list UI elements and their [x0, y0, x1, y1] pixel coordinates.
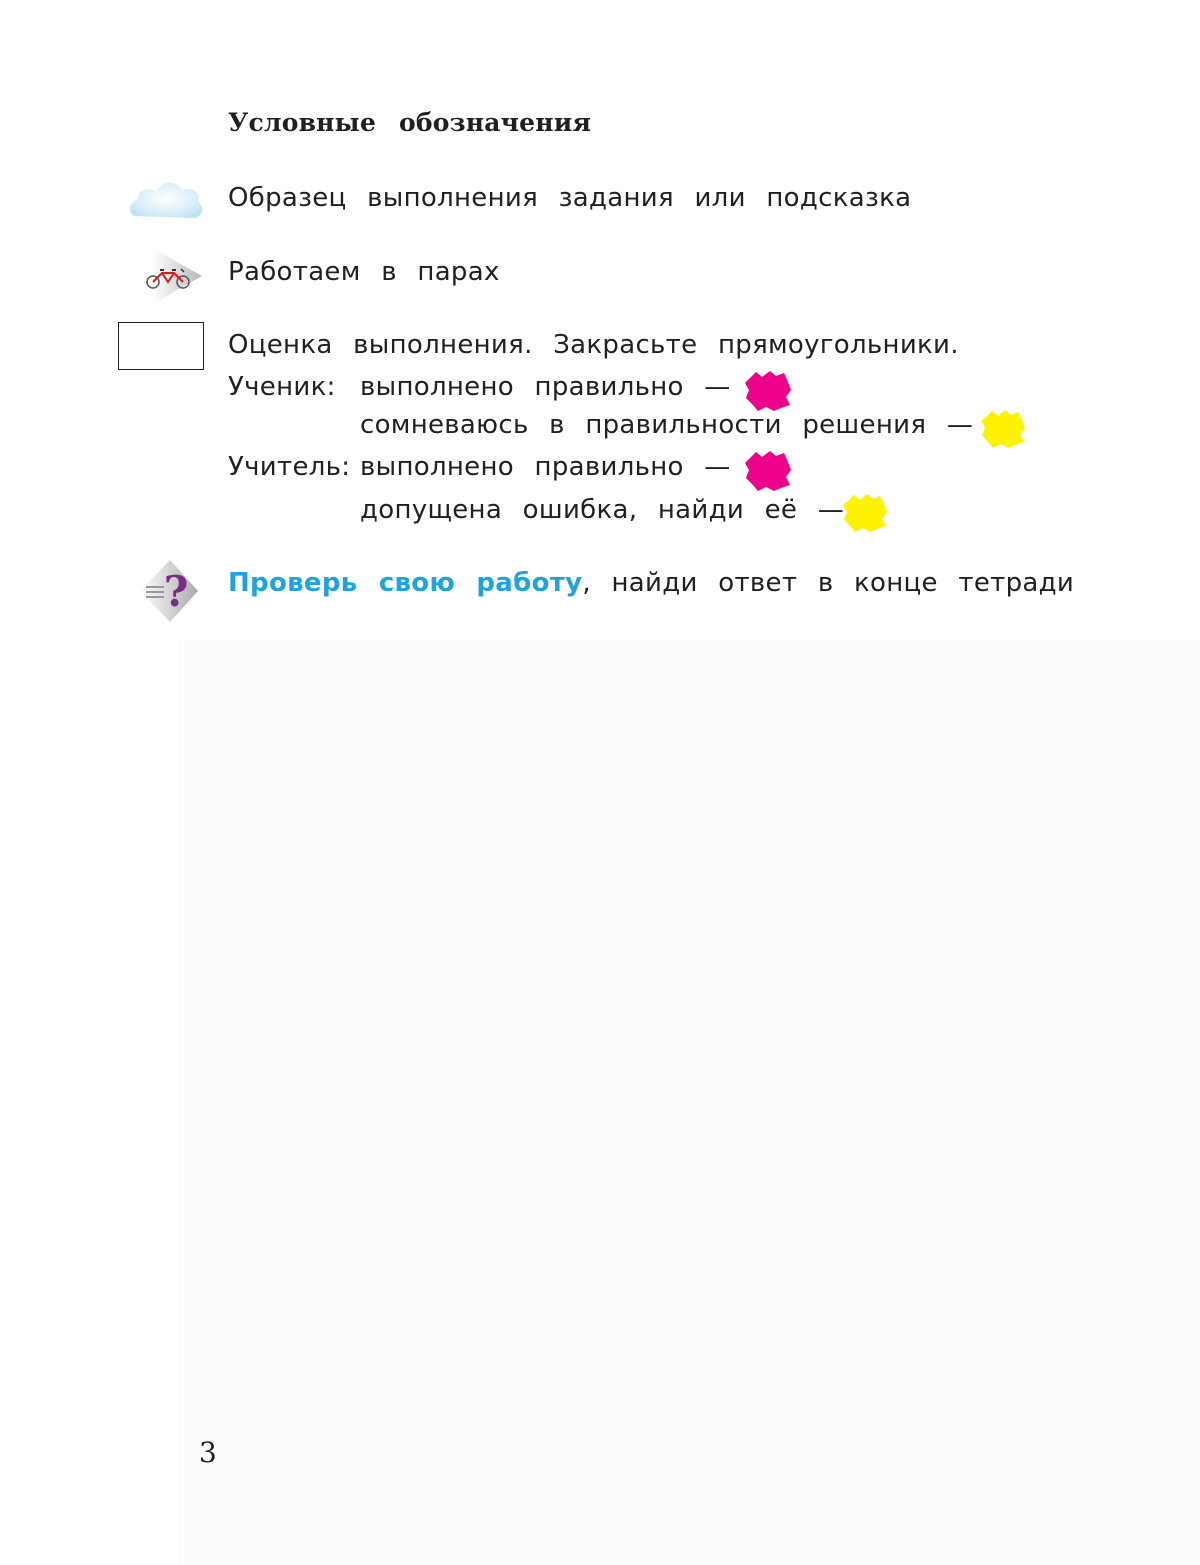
check-work-rest: , найди ответ в конце тетради: [582, 568, 1075, 598]
hint-label: Образец выполнения задания или подсказка: [228, 183, 912, 213]
student-correct-text: выполнено правильно —: [360, 372, 731, 402]
yellow-blot-icon: [980, 409, 1026, 449]
page-number: 3: [199, 1436, 217, 1469]
teacher-correct-text: выполнено правильно —: [360, 452, 731, 482]
question-mark-icon: [140, 560, 198, 622]
pairs-label: Работаем в парах: [228, 257, 500, 287]
teacher-label: Учитель:: [228, 452, 351, 482]
cloud-icon: [126, 176, 206, 224]
assessment-label: Оценка выполнения. Закрасьте прямоугольники.: [228, 330, 959, 360]
empty-rectangle-icon: [118, 322, 204, 370]
legend-title: Условные обозначения: [228, 108, 592, 137]
check-work-link[interactable]: Проверь свою работу: [228, 568, 583, 598]
teacher-error-text: допущена ошибка, найди её —: [360, 495, 845, 525]
student-doubt-text: сомневаюсь в правильности решения —: [360, 410, 974, 440]
magenta-blot-icon: [744, 450, 792, 492]
magenta-blot-icon: [744, 370, 792, 412]
svg-text:?: ?: [163, 567, 189, 616]
yellow-blot-icon: [842, 493, 888, 533]
page-background: [178, 640, 1200, 1565]
tandem-bicycle-icon: [140, 248, 206, 304]
student-label: Ученик:: [228, 372, 336, 402]
check-work-line: [228, 568, 1074, 598]
